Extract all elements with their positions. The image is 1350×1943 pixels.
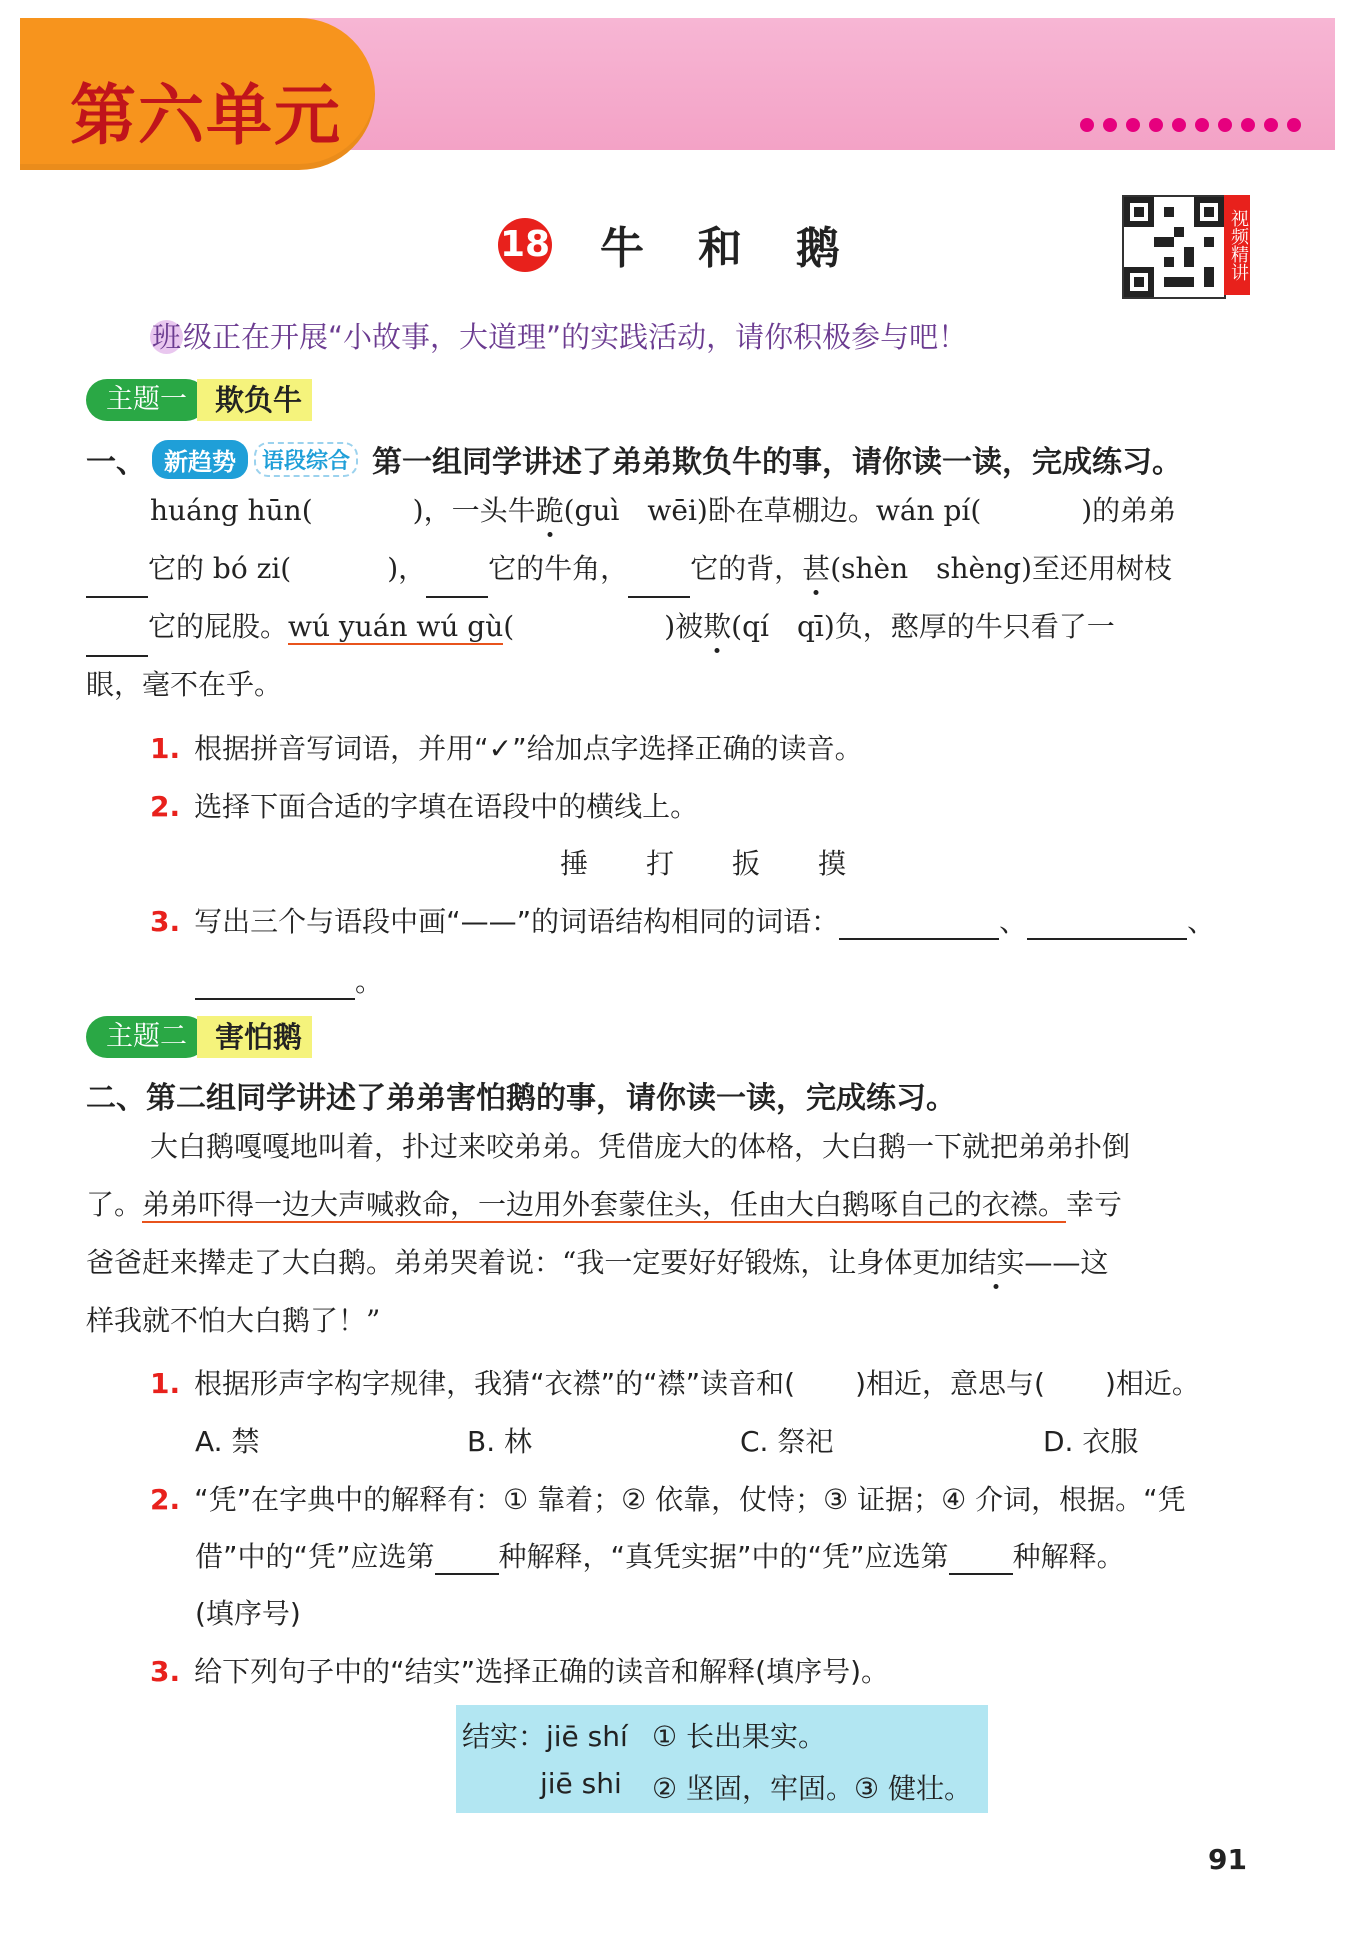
intro-text bbox=[150, 315, 967, 356]
question-text: 给下列句子中的“结实”选择正确的读音和解释(填序号)。 bbox=[194, 1655, 889, 1688]
intro-first-char: 班 bbox=[152, 320, 182, 354]
text: (shèn shèng)至还用树枝 bbox=[830, 552, 1172, 585]
passage2-line4: 样我就不怕大白鹅了！” bbox=[86, 1304, 381, 1337]
text: 它的背， bbox=[690, 552, 803, 585]
topic2-tag: 主题二 bbox=[86, 1016, 207, 1058]
option: 摸 bbox=[818, 847, 847, 880]
s2-q2-line3: (填序号) bbox=[195, 1597, 301, 1630]
question-text: 种解释。 bbox=[1012, 1540, 1125, 1573]
question-text: 借”中的“凭”应选第 bbox=[195, 1540, 435, 1573]
question-text: )相近，意思与( bbox=[855, 1367, 1045, 1400]
text: 幸亏 bbox=[1066, 1188, 1123, 1221]
definition-pinyin-2: jiē shi bbox=[540, 1767, 622, 1800]
s2-question-1 bbox=[150, 1362, 1200, 1402]
dotted-char: 跪 bbox=[535, 494, 564, 527]
passage1-line1 bbox=[150, 482, 1260, 540]
text: 它的屁股。 bbox=[148, 610, 289, 643]
question-text: )相近。 bbox=[1104, 1367, 1200, 1400]
answer-blank[interactable] bbox=[86, 568, 148, 598]
answer-blank[interactable] bbox=[86, 627, 148, 657]
section1-instruction: 第一组同学讲述了弟弟欺负牛的事，请你读一读，完成练习。 bbox=[372, 445, 1183, 480]
answer-blank[interactable] bbox=[1027, 910, 1187, 940]
s1-q3-line2 bbox=[195, 960, 383, 1000]
question-number: 3. bbox=[150, 1655, 181, 1688]
definition-label: 结实：jiē shí bbox=[462, 1720, 628, 1753]
section1-heading bbox=[86, 437, 1182, 481]
topic1-name: 欺负牛 bbox=[197, 379, 312, 421]
s1-q2-options bbox=[560, 842, 846, 882]
page-number: 91 bbox=[1208, 1843, 1247, 1876]
section1-prefix: 一、 bbox=[86, 445, 146, 480]
option: 打 bbox=[646, 847, 675, 880]
option-b[interactable]: B. 林 bbox=[467, 1425, 533, 1458]
dotted-word: 结实 bbox=[968, 1246, 1025, 1279]
option-d[interactable]: D. 衣服 bbox=[1043, 1425, 1139, 1458]
text: ( bbox=[503, 610, 515, 643]
passage2-line2 bbox=[86, 1176, 1122, 1234]
question-text: 写出三个与语段中画“——”的词语结构相同的词语： bbox=[194, 905, 840, 938]
question-number: 2. bbox=[150, 1483, 181, 1516]
text: (qí qī)负，憨厚的牛只看了一 bbox=[731, 610, 1115, 643]
topic2-name: 害怕鹅 bbox=[197, 1016, 312, 1058]
question-number: 1. bbox=[150, 732, 181, 765]
topic1-label bbox=[86, 378, 312, 422]
answer-blank[interactable] bbox=[435, 1545, 499, 1575]
s1-question-3 bbox=[150, 900, 1265, 940]
answer-blank[interactable] bbox=[195, 970, 355, 1000]
option: 扳 bbox=[732, 847, 761, 880]
text: (guì wēi)卧在草棚边。wán pí( bbox=[563, 494, 982, 527]
section2-heading: 二、第二组同学讲述了弟弟害怕鹅的事，请你读一读，完成练习。 bbox=[86, 1081, 956, 1116]
topic2-label bbox=[86, 1015, 312, 1059]
dotted-char: 甚 bbox=[802, 552, 831, 585]
question-text: 根据拼音写词语，并用“✓”给加点字选择正确的读音。 bbox=[194, 732, 863, 765]
text: 了。 bbox=[86, 1188, 143, 1221]
underlined-phrase: wú yuán wú gù bbox=[288, 610, 504, 643]
separator: 、 bbox=[1187, 905, 1216, 938]
question-text: 种解释，“真凭实据”中的“凭”应选第 bbox=[498, 1540, 949, 1573]
definition-box bbox=[456, 1705, 988, 1813]
dotted-char: 欺 bbox=[703, 610, 732, 643]
intro-rest: 级正在开展“小故事，大道理”的实践活动，请你积极参与吧！ bbox=[183, 320, 968, 354]
passage1-line2 bbox=[86, 540, 1260, 598]
text: 它的 bó zi( bbox=[148, 552, 292, 585]
answer-blank[interactable] bbox=[839, 910, 999, 940]
passage1-line3 bbox=[86, 598, 1260, 657]
text: )的弟弟 bbox=[1081, 494, 1177, 527]
lesson-title: 牛和鹅 bbox=[600, 223, 894, 274]
decorative-dots bbox=[1080, 118, 1301, 132]
badge-paragraph: 语段综合 bbox=[254, 442, 358, 477]
question-number: 1. bbox=[150, 1367, 181, 1400]
option-c[interactable]: C. 祭祀 bbox=[740, 1425, 834, 1458]
s2-question-2 bbox=[150, 1478, 1270, 1518]
lesson-number: 18 bbox=[498, 218, 552, 272]
question-number: 3. bbox=[150, 905, 181, 938]
text: 爸爸赶来撵走了大白鹅。弟弟哭着说：“我一定要好好锻炼，让身体更加 bbox=[86, 1246, 969, 1279]
passage2-line3 bbox=[86, 1234, 1108, 1292]
qr-label: 视频精讲 bbox=[1224, 195, 1250, 295]
definition-2: ② 坚固，牢固。③ 健壮。 bbox=[652, 1772, 973, 1805]
answer-blank[interactable] bbox=[949, 1545, 1013, 1575]
option: 捶 bbox=[560, 847, 589, 880]
definition-1: ① 长出果实。 bbox=[652, 1720, 827, 1753]
text: )， bbox=[387, 552, 427, 585]
s1-question-1 bbox=[150, 727, 863, 767]
s2-q2-line2 bbox=[195, 1535, 1265, 1575]
s2-question-3 bbox=[150, 1650, 889, 1690]
punct: 。 bbox=[355, 965, 384, 998]
s1-question-2 bbox=[150, 785, 698, 825]
qr-code-icon[interactable] bbox=[1122, 195, 1226, 299]
text: ——这 bbox=[1024, 1246, 1109, 1279]
separator: 、 bbox=[999, 905, 1028, 938]
question-text: 根据形声字构字规律，我猜“衣襟”的“襟”读音和( bbox=[194, 1367, 796, 1400]
answer-blank[interactable] bbox=[426, 568, 488, 598]
text: )，一头牛 bbox=[412, 494, 536, 527]
text: 它的牛角， bbox=[488, 552, 629, 585]
passage2-line1: 大白鹅嘎嘎地叫着，扑过来咬弟弟。凭借庞大的体格，大白鹅一下就把弟弟扑倒 bbox=[150, 1130, 1131, 1163]
underlined-sentence: 弟弟吓得一边大声喊救命，一边用外套蒙住头，任由大白鹅啄自己的衣襟。 bbox=[142, 1188, 1067, 1221]
unit-title: 第六单元 bbox=[70, 77, 342, 154]
passage1-line4: 眼，毫不在乎。 bbox=[86, 668, 283, 701]
option-a[interactable]: A. 禁 bbox=[195, 1425, 260, 1458]
text: huáng hūn( bbox=[150, 494, 313, 527]
question-number: 2. bbox=[150, 790, 181, 823]
badge-new-trend: 新趋势 bbox=[152, 440, 248, 479]
answer-blank[interactable] bbox=[628, 568, 690, 598]
question-text: “凭”在字典中的解释有：① 靠着；② 依靠，仗恃；③ 证据；④ 介词，根据。“凭 bbox=[194, 1483, 1186, 1516]
text: )被 bbox=[664, 610, 704, 643]
topic1-tag: 主题一 bbox=[86, 379, 207, 421]
question-text: 选择下面合适的字填在语段中的横线上。 bbox=[194, 790, 699, 823]
